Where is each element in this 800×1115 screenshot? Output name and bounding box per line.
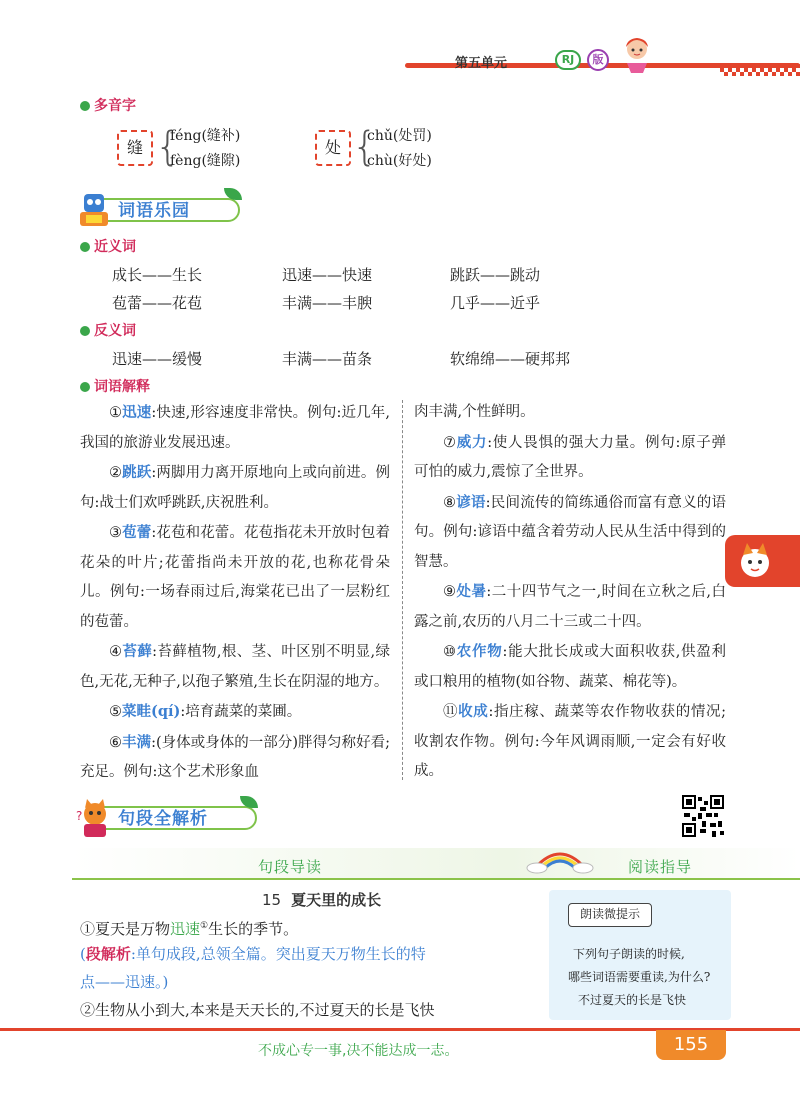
- cartoon-robot-icon: [74, 190, 114, 228]
- explain-entry: [414, 488, 726, 578]
- analysis-line-2: 点——迅速。): [80, 973, 169, 991]
- rj-badge: RJ: [555, 50, 581, 70]
- entry-term: 苞蕾: [122, 524, 152, 541]
- page-number: 155: [656, 1030, 726, 1060]
- explain-left-column: [80, 398, 390, 788]
- explain-entry: [414, 697, 726, 787]
- synonym-pair: 成长——生长: [112, 266, 203, 284]
- green-dot-icon: [80, 326, 90, 336]
- guide-right-label: 阅读指导: [628, 858, 693, 876]
- entry-term: 收成: [458, 703, 489, 720]
- analysis-text: :单句成段,总领全篇。突出夏天万物生长的特: [130, 945, 426, 963]
- entry-number: ②: [109, 465, 123, 481]
- reading-chu-2: chù(好处): [367, 153, 432, 169]
- column-divider: [402, 400, 403, 780]
- svg-text:?: ?: [76, 809, 83, 823]
- entry-term: 苔藓: [122, 643, 153, 660]
- polyphone-title: 多音字: [94, 98, 136, 114]
- explain-right-column: [414, 398, 726, 787]
- entry-text: :快速,形容速度非常快。例句:近几年,我国的旅游业发展迅速。: [80, 405, 391, 451]
- reading-tip-tag: 朗读微提示: [568, 903, 652, 927]
- reading-chu-1: chǔ(处罚): [367, 128, 432, 144]
- explain-entry: [80, 697, 390, 728]
- analysis-label: 段解析: [85, 945, 131, 963]
- entry-number: ⑥: [109, 734, 123, 751]
- qr-code-icon[interactable]: [682, 795, 724, 837]
- entry-term: 威力: [456, 433, 488, 451]
- entry-number: ⑪: [443, 704, 459, 720]
- green-dot-icon: [80, 101, 90, 111]
- explain-title: 词语解释: [94, 379, 150, 395]
- explain-entry: [80, 458, 390, 518]
- tip-line: 不过夏天的长是飞快: [578, 993, 687, 1007]
- lesson-line-1: [80, 912, 298, 943]
- polyphone-char-chu: 处: [315, 130, 351, 166]
- antonym-pair: 迅速——缓慢: [112, 350, 203, 368]
- brace-icon: {: [352, 124, 378, 170]
- explain-heading: [80, 376, 150, 396]
- explain-entry: [80, 637, 390, 697]
- analysis-line-1: (段解析:单句成段,总领全篇。突出夏天万物生长的特: [80, 945, 426, 963]
- antonym-pair: 软绵绵——硬邦邦: [450, 350, 571, 368]
- explain-entry: [80, 398, 390, 458]
- entry-number: ①: [109, 405, 123, 421]
- entry-term: 菜畦(qí): [122, 703, 181, 720]
- cartoon-fox-icon: [735, 541, 775, 581]
- guide-left-label: 句段导读: [258, 858, 323, 876]
- entry-number: ⑤: [109, 704, 122, 720]
- lesson-number: 15: [262, 891, 282, 909]
- synonym-pair: 跳跃——跳动: [450, 266, 541, 284]
- cartoon-girl-icon: [617, 33, 657, 73]
- lesson-line-3: ②生物从小到大,本来是天天长的,不过夏天的长是飞快: [80, 1001, 435, 1019]
- footnote-mark: ①: [200, 921, 209, 931]
- explain-continuation: 肉丰满,个性鲜明。: [414, 404, 535, 420]
- entry-number: ⑧: [443, 494, 457, 511]
- cartoon-cat-icon: [74, 798, 116, 838]
- explain-entry: [414, 428, 726, 488]
- entry-term: 丰满: [122, 733, 152, 751]
- synonym-pair: 几乎——近乎: [450, 294, 541, 312]
- entry-text: :(身体或身体的一部分)胖得匀称好看;充足。例句:这个艺术形象血: [80, 734, 391, 780]
- sentence-banner: [72, 800, 262, 834]
- synonym-pair: 苞蕾——花苞: [112, 294, 203, 312]
- reading-feng-2: fèng(缝隙): [170, 153, 241, 169]
- header-checker-pattern: [720, 64, 800, 76]
- synonym-heading: [80, 236, 136, 256]
- brace-icon: {: [155, 124, 181, 170]
- entry-number: ⑦: [443, 434, 457, 451]
- entry-text: :苔藓植物,根、茎、叶区别不明显,绿色,无花,无种子,以孢子繁殖,生长在阴湿的地方。: [80, 644, 391, 690]
- entry-number: ⑩: [443, 644, 457, 660]
- entry-text: :两脚用力离开原地向上或向前进。例句:战士们欢呼跳跃,庆祝胜利。: [80, 465, 391, 511]
- tip-line: 下列句子朗读的时候,: [573, 947, 685, 961]
- lesson-title: [262, 889, 381, 910]
- entry-text: :民间流传的简练通俗而富有意义的语句。例句:谚语中蕴含着劳动人民从生活中得到的智慧。: [414, 494, 727, 570]
- unit-title: 第五单元: [455, 56, 508, 71]
- antonym-title: 反义词: [94, 323, 136, 339]
- polyphone-heading: [80, 95, 136, 115]
- entry-text: :指庄稼、蔬菜等农作物收获的情况;收割农作物。例句:今年风调雨顺,一定会有好收成。: [414, 704, 727, 779]
- synonym-pair: 丰满——丰腴: [282, 294, 373, 312]
- vocab-banner-title: 词语乐园: [118, 201, 190, 221]
- entry-term: 谚语: [456, 493, 486, 511]
- highlighted-word: 迅速: [170, 920, 201, 938]
- entry-term: 处暑: [456, 583, 487, 600]
- guide-line: [72, 878, 800, 880]
- green-dot-icon: [80, 382, 90, 392]
- lesson-title-text: 夏天里的成长: [291, 891, 382, 909]
- entry-term: 迅速: [122, 404, 152, 421]
- synonym-title: 近义词: [94, 239, 136, 255]
- rainbow-cloud-icon: [525, 846, 595, 874]
- entry-text: :二十四节气之一,时间在立秋之后,白露之前,农历的八月二十三或二十四。: [414, 584, 727, 630]
- text-segment: ①夏天是万物: [80, 920, 171, 938]
- green-dot-icon: [80, 242, 90, 252]
- reading-feng-1: féng(缝补): [170, 128, 241, 144]
- vocab-banner: [72, 192, 242, 226]
- entry-text: :花苞和花蕾。花苞指花未开放时包着花朵的叶片;花蕾指尚未开放的花,也称花骨朵儿。例句:一场春雨过后,海棠花已出了一层粉红的苞蕾。: [80, 525, 391, 630]
- entry-text: :能大批长成或大面积收获,供盈利或口粮用的植物(如谷物、蔬菜、棉花等)。: [414, 644, 727, 690]
- sentence-banner-title: 句段全解析: [118, 809, 208, 829]
- footer-motto: 不成心专一事,决不能达成一志。: [258, 1043, 459, 1059]
- entry-number: ⑨: [443, 584, 457, 600]
- explain-entry: [414, 577, 726, 637]
- entry-term: 跳跃: [122, 464, 152, 481]
- entry-text: :培育蔬菜的菜圃。: [180, 704, 302, 720]
- explain-entry: [80, 728, 390, 788]
- edition-badge: 版: [587, 49, 609, 71]
- antonym-pair: 丰满——苗条: [282, 350, 373, 368]
- entry-text: :使人畏惧的强大力量。例句:原子弹可怕的威力,震惊了全世界。: [414, 434, 727, 480]
- explain-entry: [414, 637, 726, 697]
- polyphone-char-feng: 缝: [117, 130, 153, 166]
- tip-line: 哪些词语需要重读,为什么?: [568, 970, 711, 984]
- entry-term: 农作物: [456, 643, 503, 660]
- antonym-heading: [80, 320, 136, 340]
- synonym-pair: 迅速——快速: [282, 266, 373, 284]
- explain-entry: [80, 518, 390, 637]
- text-segment: 生长的季节。: [208, 920, 299, 938]
- entry-number: ④: [109, 644, 123, 660]
- analysis-text: 点——迅速。: [80, 973, 163, 991]
- entry-number: ③: [109, 525, 123, 541]
